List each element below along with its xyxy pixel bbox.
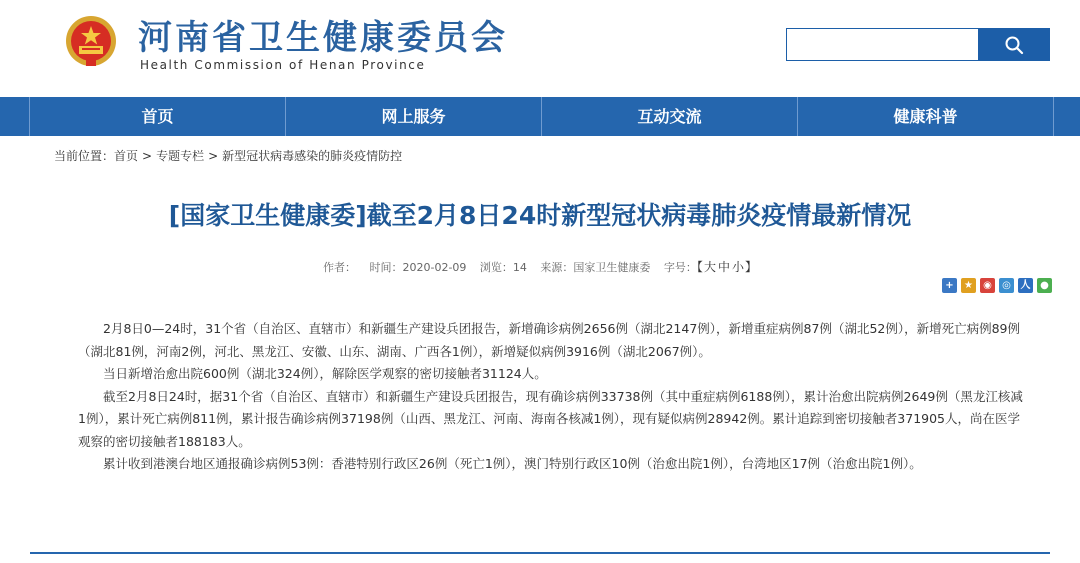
article-paragraph: 2月8日0—24时，31个省（自治区、直辖市）和新疆生产建设兵团报告，新增确诊病例2656例（湖北2147例），新增重症病例87例（湖北52例），新增死亡病例89例（湖北81例，河南2例，河北、黑龙江、安徽、山东、湖南、广西各1例），新增疑似病例3916例（湖北2067例）。 (78, 321, 1021, 359)
share-bar (942, 278, 1052, 293)
nav-item-interaction[interactable]: 互动交流 (542, 97, 798, 136)
site-header (0, 0, 1080, 97)
article-paragraph: 当日新增治愈出院600例（湖北324例），解除医学观察的密切接触者31124人。 (103, 366, 547, 381)
font-size-label: 字号： (663, 261, 697, 274)
font-small-button[interactable]: 小 (731, 260, 744, 274)
search-input[interactable] (786, 28, 978, 61)
breadcrumb-special-topics[interactable]: 专题专栏 (156, 149, 205, 163)
breadcrumb (54, 147, 402, 164)
weibo-share-icon[interactable]: ◉ (980, 278, 995, 293)
meta-views: 浏览：14 (479, 261, 527, 274)
tencent-weibo-share-icon[interactable]: ◎ (999, 278, 1014, 293)
font-large-button[interactable]: 大 (703, 260, 716, 274)
breadcrumb-epidemic-control[interactable]: 新型冠状病毒感染的肺炎疫情防控 (222, 149, 403, 163)
renren-share-icon[interactable]: 人 (1018, 278, 1033, 293)
article-meta (0, 258, 1080, 275)
article-paragraph: 截至2月8日24时，据31个省（自治区、直辖市）和新疆生产建设兵团报告，现有确诊病例33738例（其中重症病例6188例），累计治愈出院病例2649例（黑龙江核减1例），累计死亡病例811例，累计报告确诊病例37198例（山西、黑龙江、河南、海南各核减1例），现有疑似病例28942例。累计追踪到密切接触者371905人，尚在医学观察的密切接触者188183人。 (78, 388, 1023, 449)
article-title: [国家卫生健康委]截至2月8日24时新型冠状病毒肺炎疫情最新情况 (168, 201, 912, 230)
site-title[interactable]: 河南省卫生健康委员会 (138, 18, 508, 58)
national-emblem-icon (64, 14, 118, 70)
article-paragraph: 累计收到港澳台地区通报确诊病例53例：香港特别行政区26例（死亡1例），澳门特别行政区10例（治愈出院1例），台湾地区17例（治愈出院1例）。 (103, 456, 922, 471)
bracket-close: 】 (744, 260, 757, 274)
meta-source: 来源：国家卫生健康委 (540, 261, 651, 274)
nav-item-health-science[interactable]: 健康科普 (798, 97, 1054, 136)
search-icon (1004, 35, 1024, 55)
qzone-share-icon[interactable]: ★ (961, 278, 976, 293)
breadcrumb-separator: > (142, 149, 153, 163)
nav-edge (0, 97, 30, 136)
breadcrumb-separator: > (208, 149, 219, 163)
breadcrumb-home[interactable]: 首页 (114, 149, 139, 163)
main-nav (0, 97, 1080, 136)
article-body (78, 318, 1028, 476)
font-medium-button[interactable]: 中 (717, 260, 730, 274)
meta-font-size (664, 261, 757, 274)
meta-author: 作者： (322, 261, 356, 274)
footer-divider (30, 552, 1050, 554)
breadcrumb-prefix: 当前位置： (54, 149, 115, 163)
wechat-share-icon[interactable]: ● (1037, 278, 1052, 293)
plus-share-icon[interactable]: + (942, 278, 957, 293)
search-button[interactable] (978, 28, 1050, 61)
nav-item-home[interactable]: 首页 (30, 97, 286, 136)
meta-time: 时间：2020-02-09 (369, 261, 467, 274)
site-subtitle: Health Commission of Henan Province (140, 58, 426, 72)
bracket-open: 【 (696, 260, 703, 274)
nav-item-online-services[interactable]: 网上服务 (286, 97, 542, 136)
